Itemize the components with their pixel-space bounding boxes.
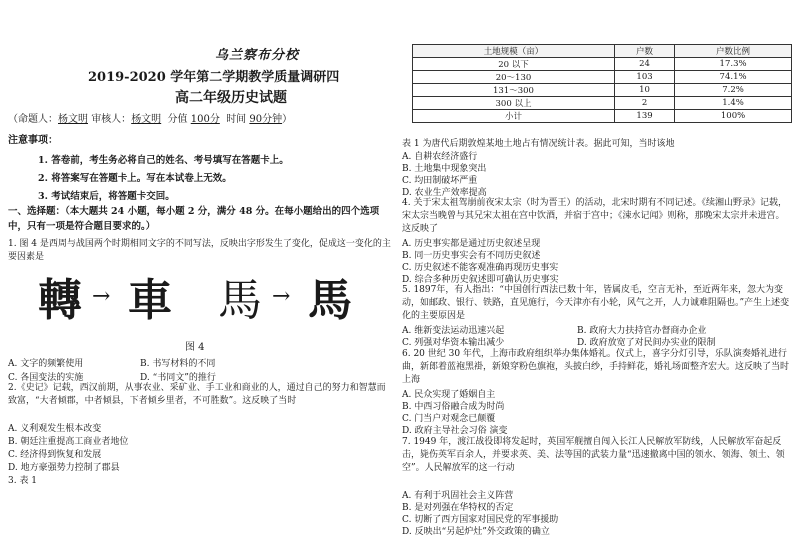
q7-option-a: A. 有利于巩固社会主义阵营	[402, 491, 514, 501]
table-row	[413, 110, 792, 123]
meta-close: ）	[282, 114, 293, 125]
exam-subtitle: 高二年级历史试题	[175, 90, 287, 106]
table-cell: 7.2%	[675, 84, 792, 97]
q6-option-c: C. 门当户对观念已颠覆	[402, 414, 496, 424]
question-5-stem: 5. 1897年，有人指出：“中国创行西法已数十年，皆属皮毛，空言无补，至近两年来，忽大为变动，如邮政、银行、铁路，直见施行，今天津亦有小轮，风气之开，人力诚难阻隔也。”产生上述变化的主要原因是	[402, 285, 790, 321]
question-1-stem: 1. 图 4 是西周与战国两个时期相同文字的不同写法，反映出字形发生了变化，促成这一变化的主要因素是	[8, 239, 391, 262]
q5-option-d: D. 政府放宽了对民间办实业的限制	[577, 338, 716, 348]
table-row	[413, 84, 792, 97]
table-cell: 1.4%	[675, 97, 792, 110]
q1-option-c: C. 各国变法的实施	[8, 373, 84, 383]
table-cell: 24	[614, 58, 674, 71]
reviewer-label: 审核人：	[91, 114, 132, 125]
q1-option-d: D. “书同文”的推行	[140, 373, 216, 383]
right-column	[402, 0, 794, 560]
setter-label: （命题人：	[8, 114, 58, 125]
exam-meta	[8, 110, 292, 125]
table-header: 土地规模（亩）	[413, 45, 615, 58]
q5-option-b: B. 政府大力扶持官办督商办企业	[577, 326, 707, 336]
table-cell: 103	[614, 71, 674, 84]
section-heading: 一、选择题：（本大题共 24 小题，每小题 2 分，满分 48 分。在每小题给出的四个选项中，只有一项是符合题目要求的。）	[8, 206, 380, 232]
q7-option-b: B. 是对列强在华特权的否定	[402, 503, 514, 513]
q3-option-b: B. 土地集中现象突出	[402, 164, 487, 174]
table-cell: 74.1%	[675, 71, 792, 84]
setter-name: 杨文明	[58, 114, 88, 125]
table-cell: 139	[614, 110, 674, 123]
q5-option-a: A. 维新变法运动迅速兴起	[402, 326, 505, 336]
q3-option-c: C. 均田制破坏严重	[402, 176, 478, 186]
glyph-western-zhou-ma: 馬	[218, 275, 262, 326]
table-row	[413, 71, 792, 84]
q4-option-b: B. 同一历史事实会有不同历史叙述	[402, 251, 541, 261]
table-cell: 131～300	[413, 84, 615, 97]
q6-option-d: D. 政府主导社会习俗 演变	[402, 426, 508, 436]
notes-heading: 注意事项：	[8, 135, 58, 146]
table-cell: 17.3%	[675, 58, 792, 71]
q1-option-b: B. 书写材料的不同	[140, 359, 216, 369]
q5-option-c: C. 列强对华资本输出减少	[402, 338, 505, 348]
table-cell: 100%	[675, 110, 792, 123]
question-6-stem: 6. 20 世纪 30 年代，上海市政府组织举办集体婚礼。仪式上，喜字分灯引导，乐队演奏婚礼进行曲，新郎着蓝袍黑褂，新娘穿粉色旗袍，头披白纱，手持鲜花，婚礼场面整齐宏大。这反映了当时上海	[402, 349, 790, 385]
q4-option-c: C. 历史叙述不能客观准确再现历史事实	[402, 263, 559, 273]
q7-option-c: C. 切断了西方国家对国民党的军事援助	[402, 515, 559, 525]
q6-option-b: B. 中西习俗融合成为时尚	[402, 402, 505, 412]
reviewer-name: 杨文明	[131, 114, 162, 125]
q1-option-a: A. 文字的频繁使用	[8, 359, 84, 369]
exam-title: 2019-2020 学年第二学期教学质量调研四	[88, 70, 340, 85]
q2-option-c: C. 经济得到恢复和发展	[8, 450, 102, 460]
table-cell: 20 以下	[413, 58, 615, 71]
q3-option-a: A. 自耕农经济盛行	[402, 152, 478, 162]
table-header-row	[413, 45, 792, 58]
table-row	[413, 97, 792, 110]
figure-4	[30, 268, 360, 328]
q6-option-a: A. 民众实现了婚姻自主	[402, 390, 496, 400]
table-cell: 10	[614, 84, 674, 97]
time-label: 时间	[226, 114, 247, 125]
note-item: 1. 答卷前，考生务必将自己的姓名、考号填写在答题卡上。	[38, 155, 289, 166]
q4-option-d: D. 综合多种历史叙述即可确认历史事实	[402, 275, 559, 285]
q4-option-a: A. 历史事实都是通过历史叙述呈现	[402, 239, 541, 249]
glyph-warring-states-ma: 馬	[308, 275, 352, 326]
question-7-stem: 7. 1949 年，渡江战役即将发起时，英国军舰擅自闯入长江人民解放军防线，人民解放军奋起反击，毙伤英军百余人，并要求英、美、法等国的武装力量“迅速撤离中国的领水、领海、领土、领空”。人民解放军的这一行动	[402, 437, 785, 473]
table-header: 户数比例	[675, 45, 792, 58]
note-item: 3. 考试结束后，将答题卡交回。	[38, 191, 175, 202]
table-row	[413, 58, 792, 71]
score-value: 100分	[190, 114, 220, 125]
q2-option-a: A. 义利观发生根本改变	[8, 424, 102, 434]
table-cell: 2	[614, 97, 674, 110]
note-item: 2. 将答案写在答题卡上。写在本试卷上无效。	[38, 173, 232, 184]
time-value: 90分钟	[249, 114, 283, 125]
land-table	[412, 44, 792, 123]
glyph-warring-states-che: 車	[128, 275, 172, 326]
table-caption: 表 1 为唐代后期敦煌某地土地占有情况统计表。据此可知，当时该地	[402, 139, 675, 149]
glyph-western-zhou-che: 轉	[38, 275, 82, 326]
q3-option-d: D. 农业生产效率提高	[402, 188, 487, 198]
figure-caption: 图 4	[185, 342, 205, 353]
table-cell: 小计	[413, 110, 615, 123]
school-name: 乌兰察布分校	[215, 48, 300, 63]
table-cell: 300 以上	[413, 97, 615, 110]
arrow-icon: →	[272, 284, 291, 309]
table-header: 户数	[614, 45, 674, 58]
score-label: 分值	[167, 114, 188, 125]
q2-option-b: B. 朝廷注重提高工商业者地位	[8, 437, 129, 447]
question-4-stem: 4. 关于宋太祖驾崩前夜宋太宗（时为晋王）的活动，北宋时期有不同记述。《续湘山野录》记载，宋太宗当晚曾与其兄宋太祖在宫中饮酒，并宿于宫中；《涑水记闻》则称，那晚宋太宗并未进宫。这反映了	[402, 198, 787, 234]
q2-option-d: D. 地方豪强势力控制了郡县	[8, 463, 120, 473]
arrow-icon: →	[92, 284, 111, 309]
question-2-stem: 2.《史记》记载，西汉前期，从事农业、采矿业、手工业和商业的人，通过自己的努力和智慧而致富，“大者倾郡，中者倾县，下者倾乡里者，不可胜数”。这反映了当时	[8, 383, 386, 406]
q7-option-d: D. 反映出“另起炉灶”外交政策的确立	[402, 527, 550, 537]
question-3-stem: 3. 表 1	[8, 476, 38, 486]
table-cell: 20～130	[413, 71, 615, 84]
